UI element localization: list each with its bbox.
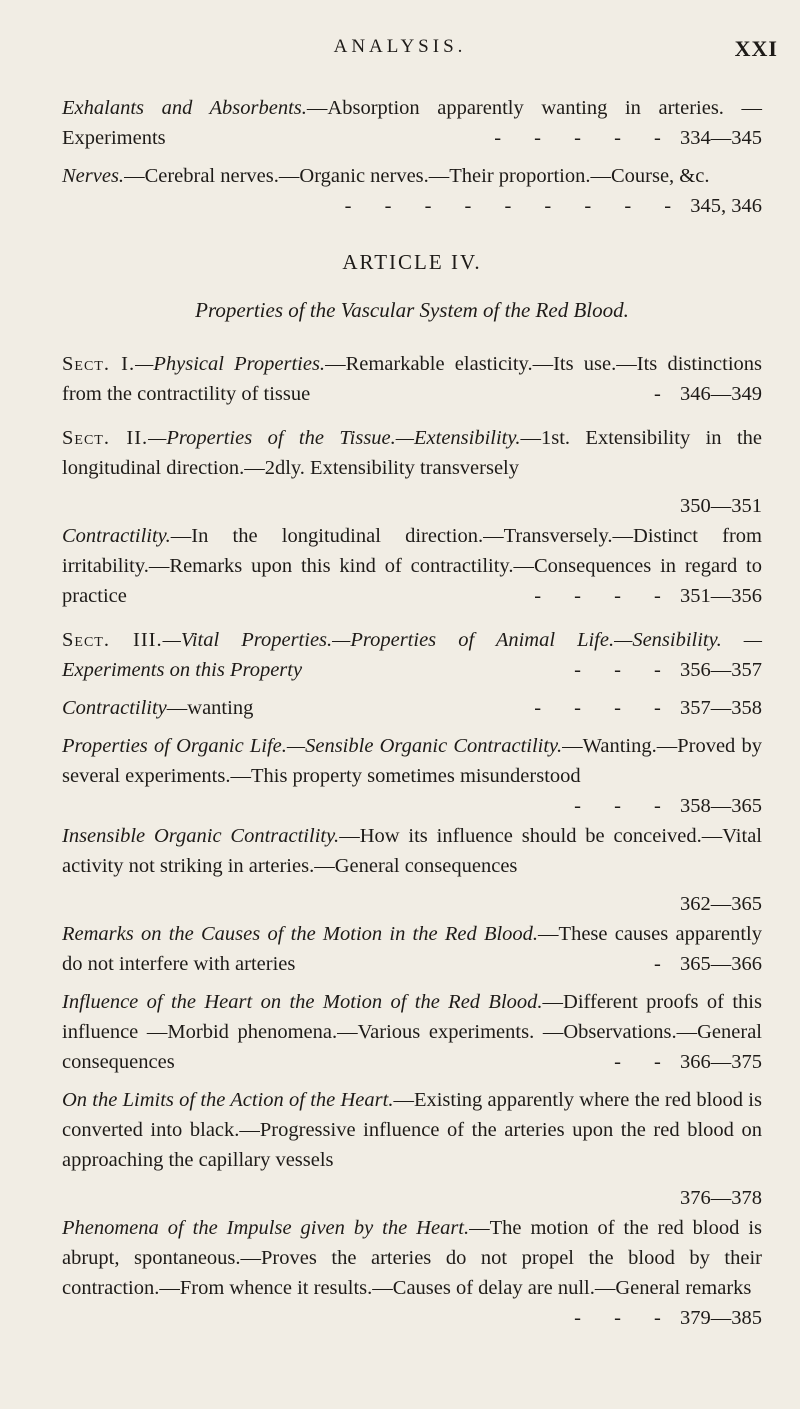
entry-text: —Remarkable elasticity.—Its use.—Its distinctions from the contractility of tissue bbox=[62, 353, 762, 405]
entry-text: —Wanting.—Proved by several experiments.—This property sometimes misunderstood bbox=[62, 735, 762, 787]
entry-pages bbox=[568, 791, 762, 821]
entry-pages: 362—365 bbox=[680, 893, 762, 915]
entry-pages bbox=[339, 191, 762, 221]
contents-entry-organic-life bbox=[62, 731, 762, 817]
leader-dots: - bbox=[654, 953, 675, 975]
leader-dots: - - - bbox=[574, 659, 675, 681]
leader-dots: - - bbox=[614, 1051, 675, 1073]
page-folio: XXI bbox=[734, 36, 778, 61]
leader-dots: - - - - - bbox=[494, 127, 675, 149]
entry-text: —1st. Extensibility in the longitudinal direction.—2dly. Extensibility transversely bbox=[62, 427, 762, 479]
entry-pages bbox=[488, 123, 762, 153]
entry-text: —Different proofs of this influence —Morbid phenomena.—Various experiments. —Observations.—General consequences bbox=[62, 991, 762, 1073]
leader-dots: - - - bbox=[574, 795, 675, 817]
entry-heading: Remarks on the Causes of the Motion in the Red Blood. bbox=[62, 923, 539, 945]
entry-heading: Exhalants and Absorbents. bbox=[62, 97, 307, 119]
contents-entry-sect-1 bbox=[62, 349, 762, 409]
entry-heading: Phenomena of the Impulse given by the Heart. bbox=[62, 1217, 470, 1239]
entry-text: —wanting bbox=[166, 697, 254, 719]
entry-text: —Absorption apparently wanting in arteries. —Experiments bbox=[62, 97, 762, 149]
contents-entry-sect-3 bbox=[62, 625, 762, 685]
entry-heading: Nerves. bbox=[62, 165, 125, 187]
entry-pages bbox=[648, 949, 762, 979]
page-range: 366—375 bbox=[680, 1051, 762, 1073]
contents-entry-sect-2 bbox=[62, 423, 762, 483]
page-range: 334—345 bbox=[680, 127, 762, 149]
entry-pages bbox=[528, 581, 762, 611]
entry-heading: Influence of the Heart on the Motion of the Red Blood. bbox=[62, 991, 543, 1013]
entry-pages: 350—351 bbox=[680, 495, 762, 517]
page-range: 346—349 bbox=[680, 383, 762, 405]
contents-entry-limits-heart bbox=[62, 1085, 762, 1175]
leader-dots: - - - - bbox=[534, 697, 675, 719]
page-range: 357—358 bbox=[680, 697, 762, 719]
contents-entry-influence-heart bbox=[62, 987, 762, 1077]
entry-heading: On the Limits of the Action of the Heart. bbox=[62, 1089, 394, 1111]
entry-heading: Properties of Organic Life.—Sensible Organic Contractility. bbox=[62, 735, 563, 757]
article-heading: ARTICLE IV. bbox=[342, 250, 482, 274]
section-label: Sect. I. bbox=[62, 353, 136, 375]
entry-heading: Insensible Organic Contractility. bbox=[62, 825, 340, 847]
page-range: 358—365 bbox=[680, 795, 762, 817]
entry-pages bbox=[568, 655, 762, 685]
entry-text: —In the longitudinal direction.—Transversely.—Distinct from irritability.—Remarks upon this kind of contractility.—Consequences in regard to practice bbox=[62, 525, 762, 607]
contents-entry-insensible-contractility bbox=[62, 821, 762, 881]
contents-entry-contractility bbox=[62, 521, 762, 611]
entry-text: —Existing apparently where the red blood is converted into black.—Progressive influence of the arteries upon the red blood on approaching the capillary vessels bbox=[62, 1089, 762, 1171]
entry-heading: Contractility. bbox=[62, 525, 171, 547]
leader-dots: - - - bbox=[574, 1307, 675, 1329]
section-label: Sect. III. bbox=[62, 629, 163, 651]
contents-entry-phenomena-impulse bbox=[62, 1213, 763, 1329]
leader-dots: - bbox=[654, 383, 675, 405]
contents-entry-contractility-wanting bbox=[62, 693, 762, 723]
page-range: 365—366 bbox=[680, 953, 762, 975]
entry-pages bbox=[648, 379, 762, 409]
section-label: Sect. II. bbox=[62, 427, 149, 449]
running-title: ANALYSIS. bbox=[333, 36, 467, 57]
entry-pages: 376—378 bbox=[680, 1187, 762, 1209]
entry-text: —The motion of the red blood is abrupt, spontaneous.—Proves the arteries do not propel the blood by their contraction.—From whence it results.—Causes of delay are null.—General remarks bbox=[62, 1217, 763, 1299]
entry-text: —Cerebral nerves.—Organic nerves.—Their proportion.—Course, &c. bbox=[124, 165, 710, 187]
page-range: 351—356 bbox=[680, 585, 762, 607]
running-head bbox=[0, 36, 800, 66]
contents-body bbox=[62, 93, 762, 1333]
entry-pages bbox=[568, 1303, 762, 1333]
entry-heading: —Properties of the Tissue.—Extensibility. bbox=[148, 427, 521, 449]
article-subheading: Properties of the Vascular System of the Red Blood. bbox=[195, 298, 629, 322]
entry-heading: —Vital Properties.—Properties of Animal Life.—Sensibility. —Experiments on this Property bbox=[62, 629, 762, 681]
page-range: 356—357 bbox=[680, 659, 762, 681]
entry-text: —These causes apparently do not interfere with arteries bbox=[62, 923, 762, 975]
entry-pages bbox=[608, 1047, 762, 1077]
entry-text: —How its influence should be conceived.—Vital activity not striking in arteries.—General consequences bbox=[62, 825, 762, 877]
contents-entry-exhalants bbox=[62, 93, 762, 153]
contents-entry-remarks-causes bbox=[62, 919, 762, 979]
leader-dots: - - - - bbox=[534, 585, 675, 607]
page-range: 345, 346 bbox=[690, 195, 762, 217]
leader-dots: - - - - - - - - - bbox=[344, 195, 686, 217]
entry-pages bbox=[528, 693, 762, 723]
page-range: 379—385 bbox=[680, 1307, 762, 1329]
entry-heading: Contractility bbox=[62, 697, 167, 719]
contents-entry-nerves bbox=[62, 161, 762, 217]
entry-heading: —Physical Properties. bbox=[135, 353, 326, 375]
